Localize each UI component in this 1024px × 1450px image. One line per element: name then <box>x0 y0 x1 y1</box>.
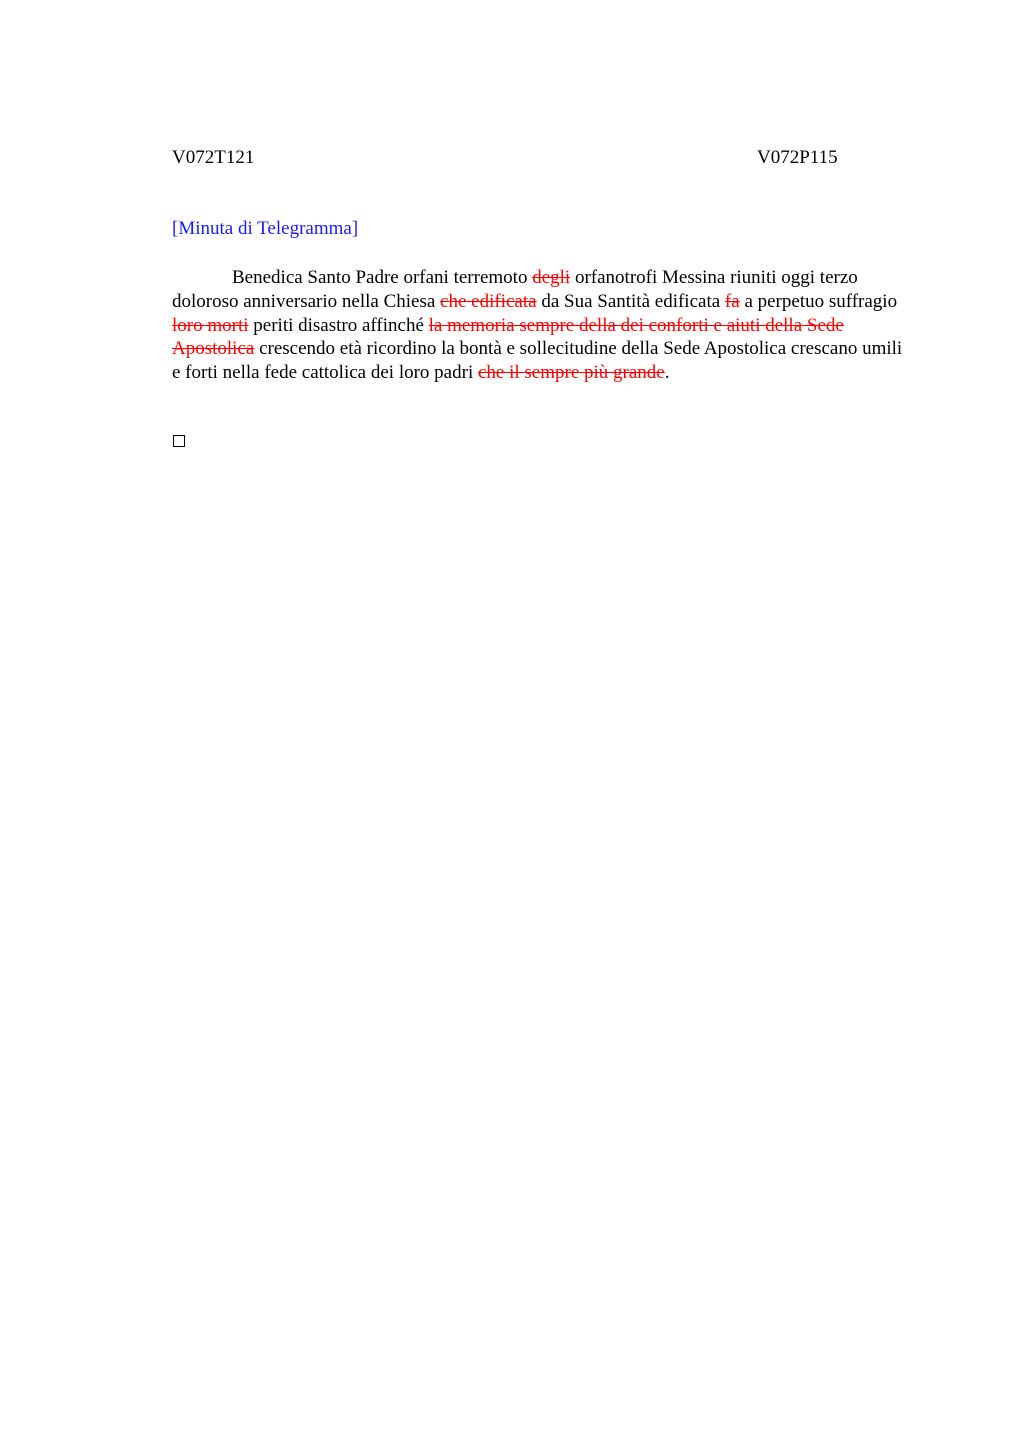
text-segment: . <box>664 362 670 384</box>
document-title: [Minuta di Telegramma] <box>172 218 359 239</box>
text-segment: da Sua Santità edificata <box>536 290 725 312</box>
deleted-text-segment: loro morti <box>172 314 249 336</box>
header-right-code: V072P115 <box>757 147 838 168</box>
square-outline-icon <box>173 435 185 447</box>
text-segment: Benedica Santo Padre orfani terremoto <box>232 267 533 288</box>
header-left-code: V072T121 <box>172 147 255 168</box>
text-segment: a perpetuo suffragio <box>739 290 898 312</box>
text-segment: orfanotrofi Messina riuniti oggi terzo doloroso anniversario nella Chiesa <box>172 267 858 312</box>
text-segment: crescendo età ricordino la bontà e sollecitudine della Sede Apostolica crescano umili e forti nella fede cattolica dei loro padri <box>172 338 903 384</box>
deleted-text-segment: la memoria sempre della dei conforti e aiuti della Sede Apostolica <box>172 314 844 360</box>
telegram-body <box>172 266 913 385</box>
text-segment: periti disastro affinché <box>248 314 429 336</box>
deleted-text-segment: che edificata <box>440 290 537 312</box>
deleted-text-segment: che il sempre più grande <box>477 362 665 384</box>
deleted-text-segment: fa <box>724 290 740 312</box>
deleted-text-segment: degli <box>532 267 571 288</box>
